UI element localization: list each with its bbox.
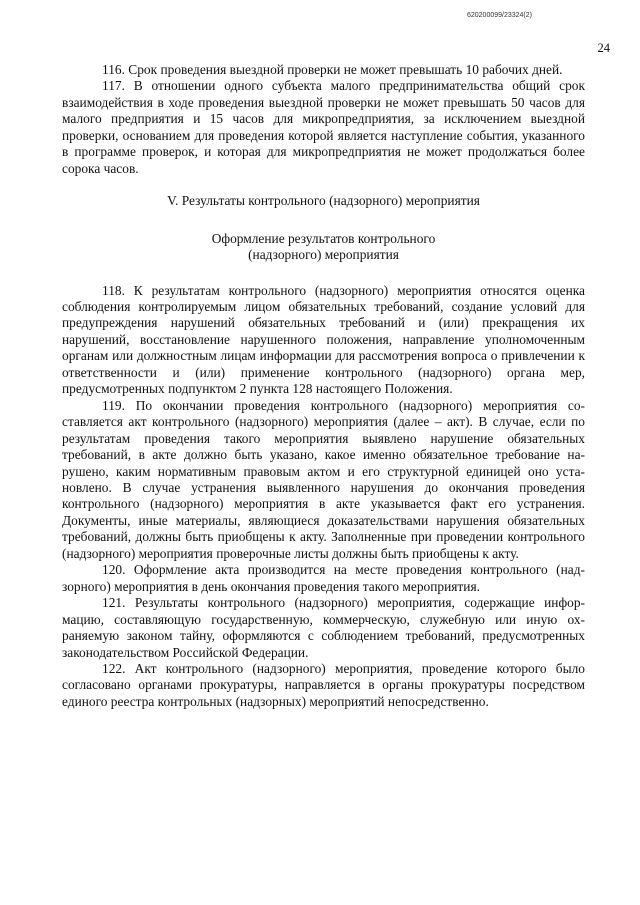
subheading-line-2: (надзорного) мероприятия <box>248 247 399 263</box>
subheading-line-1: Оформление результатов контрольного <box>211 230 436 246</box>
paragraph-122: 122. Акт контрольного (надзорного) мероприятия, проведение которого было согласовано органами прокуратуры, направляется в органы прокуратуры посредством единого реестра контрольных (надзорных) мероприятий непосредственно. <box>62 660 585 709</box>
paragraph-116: 116. Срок проведения выездной проверки не может превышать 10 рабочих дней. <box>102 62 563 77</box>
document-body <box>62 62 585 710</box>
paragraph-117: 117. В отношении одного субъекта малого предпринимательства общий срок взаимодействия в ходе проведения выездной проверки не может превышать 50 часов для малого предприятия и 15 часов для микропредприятия, за исключением выездной проверки, основанием для проведения которой является наступление события, указанного в программе проверок, и которая для микропредприятия не может продолжаться более сорока часов. <box>62 78 585 176</box>
page-number: 24 <box>597 41 610 55</box>
paragraph-119: 119. По окончании проведения контрольного (надзорного) мероприятия составляется акт контрольного (надзорного) мероприятия (далее – акт). В случае, если по результатам проведения такого мероприятия выявлено нарушение обязательных требований, в акте должно быть указано, какое именно обязательное требование нарушено, каким нормативным правовым актом и его структурной единицей оно установлено. В случае устранения выявленного нарушения до окончания проведения контрольного (надзорного) мероприятия в акте указывается факт его устранения. Документы, иные материалы, являющиеся доказательствами нарушения обязательных требований, должны быть приобщены к акту. Заполненные при проведении контрольного (надзорного) мероприятия проверочные листы должны быть приобщены к акту. <box>62 397 585 561</box>
subheading <box>62 231 585 264</box>
section-heading: V. Результаты контрольного (надзорного) мероприятия <box>167 193 480 209</box>
document-code: 620200099/23324(2) <box>466 12 532 19</box>
paragraph-120: 120. Оформление акта производится на месте проведения контрольного (надзорного) мероприятия в день окончания проведения такого мероприятия. <box>62 562 585 594</box>
paragraph-118: 118. К результатам контрольного (надзорного) мероприятия относятся оценка соблюдения контролируемым лицом обязательных требований, создание условий для предупреждения нарушений обязательных требований и (или) прекращения их нарушений, восстановление нарушенного положения, направление уполномоченным органам или должностным лицам информации для рассмотрения вопроса о привлечении к ответственности и (или) применение контрольного (надзорного) органа мер, предусмотренных подпунктом 2 пункта 128 настоящего Положения. <box>62 282 585 397</box>
paragraph-121: 121. Результаты контрольного (надзорного) мероприятия, содержащие информацию, составляющую государственную, коммерческую, служебную или иную охраняемую законом тайну, оформляются с соблюдением требований, предусмотренных законодательством Российской Федерации. <box>62 595 585 660</box>
